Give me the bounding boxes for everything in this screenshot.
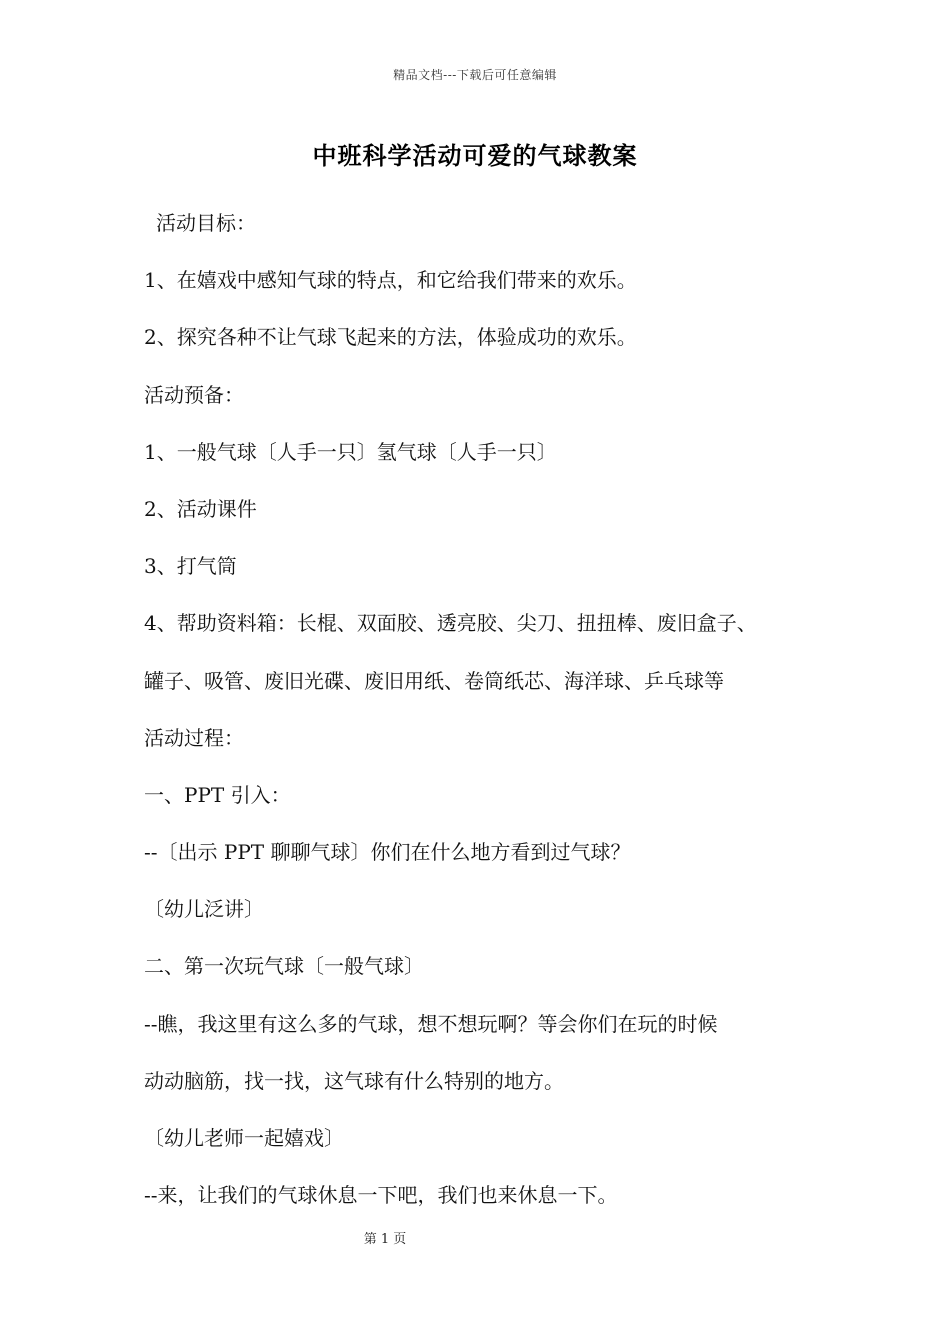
body-line: 活动预备： bbox=[144, 382, 244, 407]
body-line: 罐子、吸管、废旧光碟、废旧用纸、卷筒纸芯、海洋球、乒乓球等 bbox=[144, 668, 724, 693]
document-body bbox=[144, 206, 834, 1235]
header-note: 精品文档---下载后可任意编辑 bbox=[393, 68, 557, 82]
body-line: --来，让我们的气球休息一下吧，我们也来休息一下。 bbox=[144, 1183, 618, 1208]
body-line: 活动目标： bbox=[156, 211, 256, 235]
body-line: 二、第一次玩气球〔一般气球〕 bbox=[144, 954, 424, 979]
body-line: 2、活动课件 bbox=[144, 496, 257, 521]
body-line: --〔出示 PPT 聊聊气球〕你们在什么地方看到过气球？ bbox=[144, 840, 631, 865]
body-line: --瞧，我这里有这么多的气球，想不想玩啊？等会你们在玩的时候 bbox=[144, 1011, 718, 1036]
document-title: 中班科学活动可爱的气球教案 bbox=[312, 141, 638, 170]
body-line: 〔幼儿泛讲〕 bbox=[144, 897, 264, 922]
body-line: 1、在嬉戏中感知气球的特点，和它给我们带来的欢乐。 bbox=[144, 268, 637, 293]
body-line: 2、探究各种不让气球飞起来的方法，体验成功的欢乐。 bbox=[144, 325, 637, 350]
body-line: 活动过程： bbox=[144, 725, 244, 750]
body-line: 〔幼儿老师一起嬉戏〕 bbox=[144, 1126, 344, 1150]
body-line: 3、打气筒 bbox=[144, 554, 237, 579]
body-line: 4、帮助资料箱：长棍、双面胶、透亮胶、尖刀、扭扭棒、废旧盒子、 bbox=[144, 611, 757, 636]
body-line: 动动脑筋，找一找，这气球有什么特别的地方。 bbox=[144, 1068, 564, 1093]
body-line: 1、一般气球〔人手一只〕氢气球〔人手一只〕 bbox=[144, 439, 557, 464]
page-number: 第 1 页 bbox=[363, 1232, 407, 1247]
body-line: 一、PPT 引入： bbox=[144, 782, 291, 807]
